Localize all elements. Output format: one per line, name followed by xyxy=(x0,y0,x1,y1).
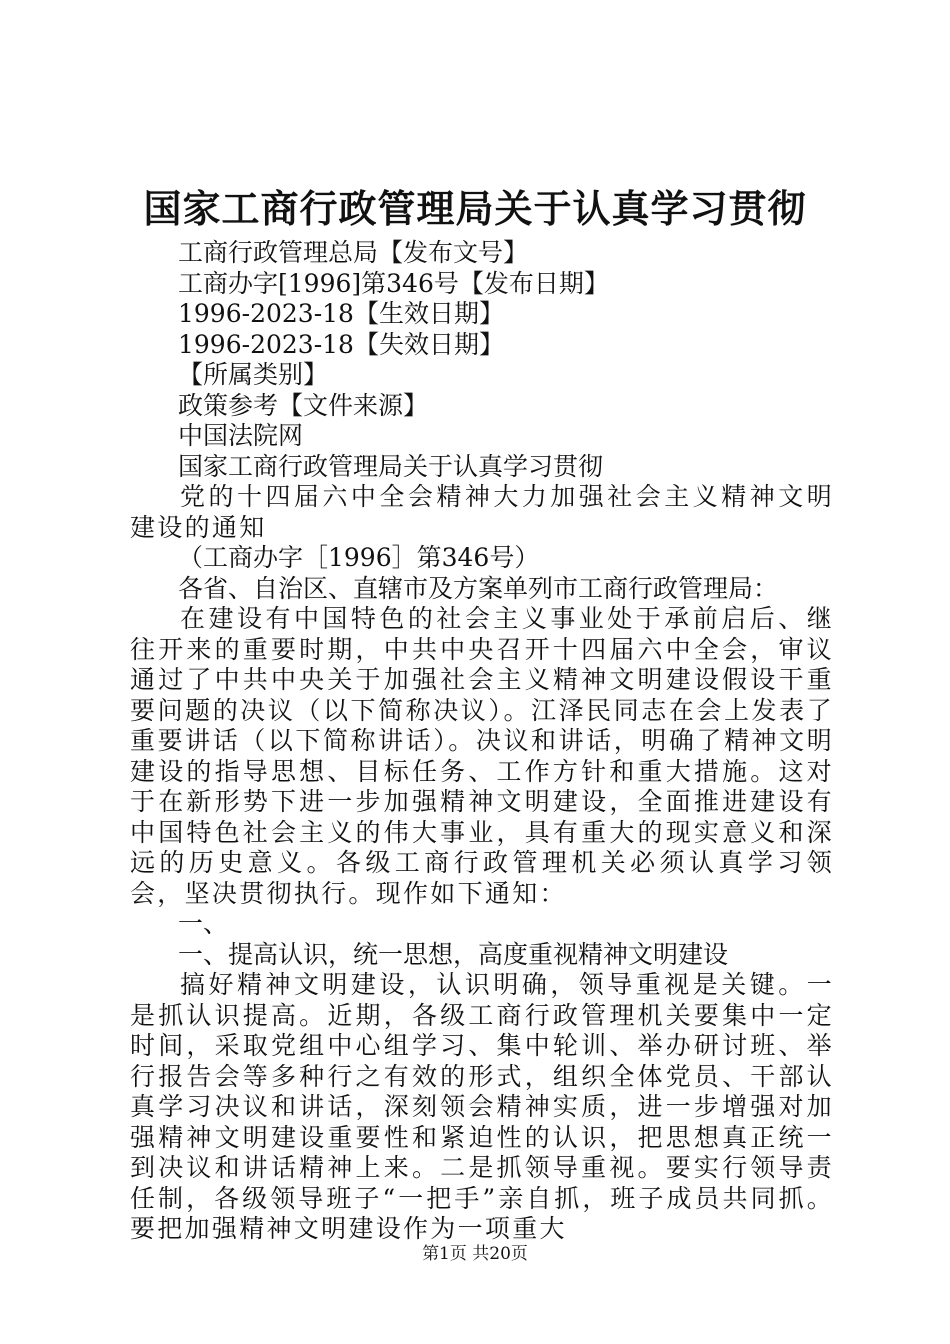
meta-line-issuer: 工商行政管理总局【发布文号】 xyxy=(178,238,529,267)
meta-line-source: 政策参考【文件来源】 xyxy=(178,390,429,420)
meta-line-category: 【所属类别】 xyxy=(178,360,329,389)
addressee: 各省、自治区、直辖市及方案单列市工商行政管理局： xyxy=(178,573,779,603)
meta-line-title-repeat: 国家工商行政管理局关于认真学习贯彻 xyxy=(178,451,604,481)
meta-line-issue-date: 1996-2023-18【生效日期】 xyxy=(178,299,504,328)
document-title: 国家工商行政管理局关于认真学习贯彻 xyxy=(143,186,807,231)
doc-number: （工商办字［1996］第346号） xyxy=(178,543,540,572)
section-heading: 一、提高认识，统一思想，高度重视精神文明建设 xyxy=(178,939,729,969)
meta-line-effective-date: 1996-2023-18【失效日期】 xyxy=(178,329,504,359)
meta-line-doc-number: 工商办字[1996]第346号【发布日期】 xyxy=(178,268,609,298)
page-indicator: 第1页 共20页 xyxy=(422,1244,528,1264)
section-number: 一、 xyxy=(178,909,229,938)
paragraph-intro: 在建设有中国特色的社会主义事业处于承前启后、继往开来的重要时期，中共中央召开十四届六中全会，审议通过了中共中央关于加强社会主义精神文明建设假设干重要问题的决议（以下简称决议）。江泽民同志在会上发表了重要讲话（以下简称讲话）。决议和讲话，明确了精神文明建设的指导思想、目标任务、工作方针和重大措施。这对于在新形势下进一步加强精神文明建设，全面推进建设有中国特色社会主义的伟大事业，具有重大的现实意义和深远的历史意义。各级工商行政管理机关必须认真学习领会，坚决贯彻执行。现作如下通知： xyxy=(130,604,834,908)
notice-title: 党的十四届六中全会精神大力加强社会主义精神文明建设的通知 xyxy=(130,482,834,542)
paragraph-section-1: 搞好精神文明建设，认识明确，领导重视是关键。一是抓认识提高。近期，各级工商行政管理机关要集中一定时间，采取党组中心组学习、集中轮训、举办研讨班、举行报告会等多种行之有效的形式，组织全体党员、干部认真学习决议和讲话，深刻领会精神实质，进一步增强对加强精神文明建设重要性和紧迫性的认识，把思想真正统一到决议和讲话精神上来。二是抓领导重视。要实行领导责任制，各级领导班子“一把手”亲自抓，班子成员共同抓。要把加强精神文明建设作为一项重大 xyxy=(130,970,834,1243)
meta-line-source-name: 中国法院网 xyxy=(178,421,304,450)
document-body xyxy=(130,238,834,1245)
